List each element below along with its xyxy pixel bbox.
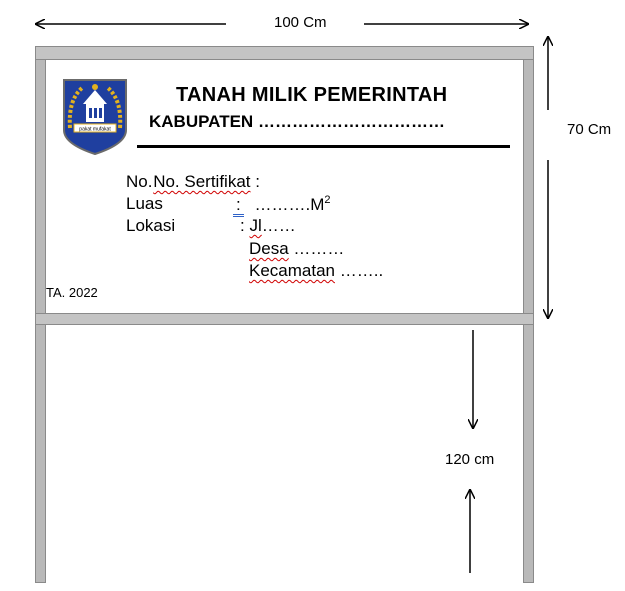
jl-label: Jl bbox=[249, 216, 262, 235]
desa-row bbox=[249, 239, 344, 259]
kecamatan-label: Kecamatan bbox=[249, 261, 335, 280]
bottom-rail bbox=[35, 313, 534, 325]
luas-value: ……….M bbox=[254, 194, 325, 214]
regency-emblem-icon bbox=[62, 78, 128, 156]
lokasi-value-group bbox=[240, 216, 296, 236]
desa-label: Desa bbox=[249, 239, 289, 258]
kabupaten-label: KABUPATEN bbox=[149, 112, 254, 131]
lokasi-colon: : bbox=[240, 216, 245, 235]
top-rail bbox=[35, 46, 534, 60]
sertifikat-row bbox=[126, 172, 260, 192]
emblem-motto: pakat mufakat bbox=[79, 126, 111, 133]
desa-value: ……… bbox=[293, 239, 345, 258]
luas-label: Luas bbox=[126, 194, 163, 213]
kecamatan-row bbox=[249, 261, 383, 281]
kecamatan-value: …….. bbox=[339, 261, 384, 280]
luas-value-group bbox=[233, 194, 330, 215]
title-divider bbox=[137, 145, 510, 148]
leg-label: 120 cm bbox=[445, 451, 495, 468]
jl-value: …… bbox=[261, 216, 296, 235]
sertifikat-prefix: No. bbox=[126, 172, 158, 191]
kabupaten-line bbox=[149, 112, 445, 132]
luas-colon: : bbox=[233, 195, 244, 217]
height-label: 70 Cm bbox=[567, 121, 612, 138]
sign-title: TANAH MILIK PEMERINTAH bbox=[176, 84, 448, 106]
sertifikat-label: No. Sertifikat bbox=[153, 172, 251, 191]
kabupaten-value: …………………………… bbox=[257, 112, 445, 131]
sertifikat-colon: : bbox=[255, 172, 260, 191]
luas-unit-sup: 2 bbox=[324, 194, 331, 206]
year-label: TA. 2022 bbox=[46, 285, 98, 300]
width-label: 100 Cm bbox=[274, 14, 327, 31]
lokasi-label: Lokasi bbox=[126, 216, 176, 235]
